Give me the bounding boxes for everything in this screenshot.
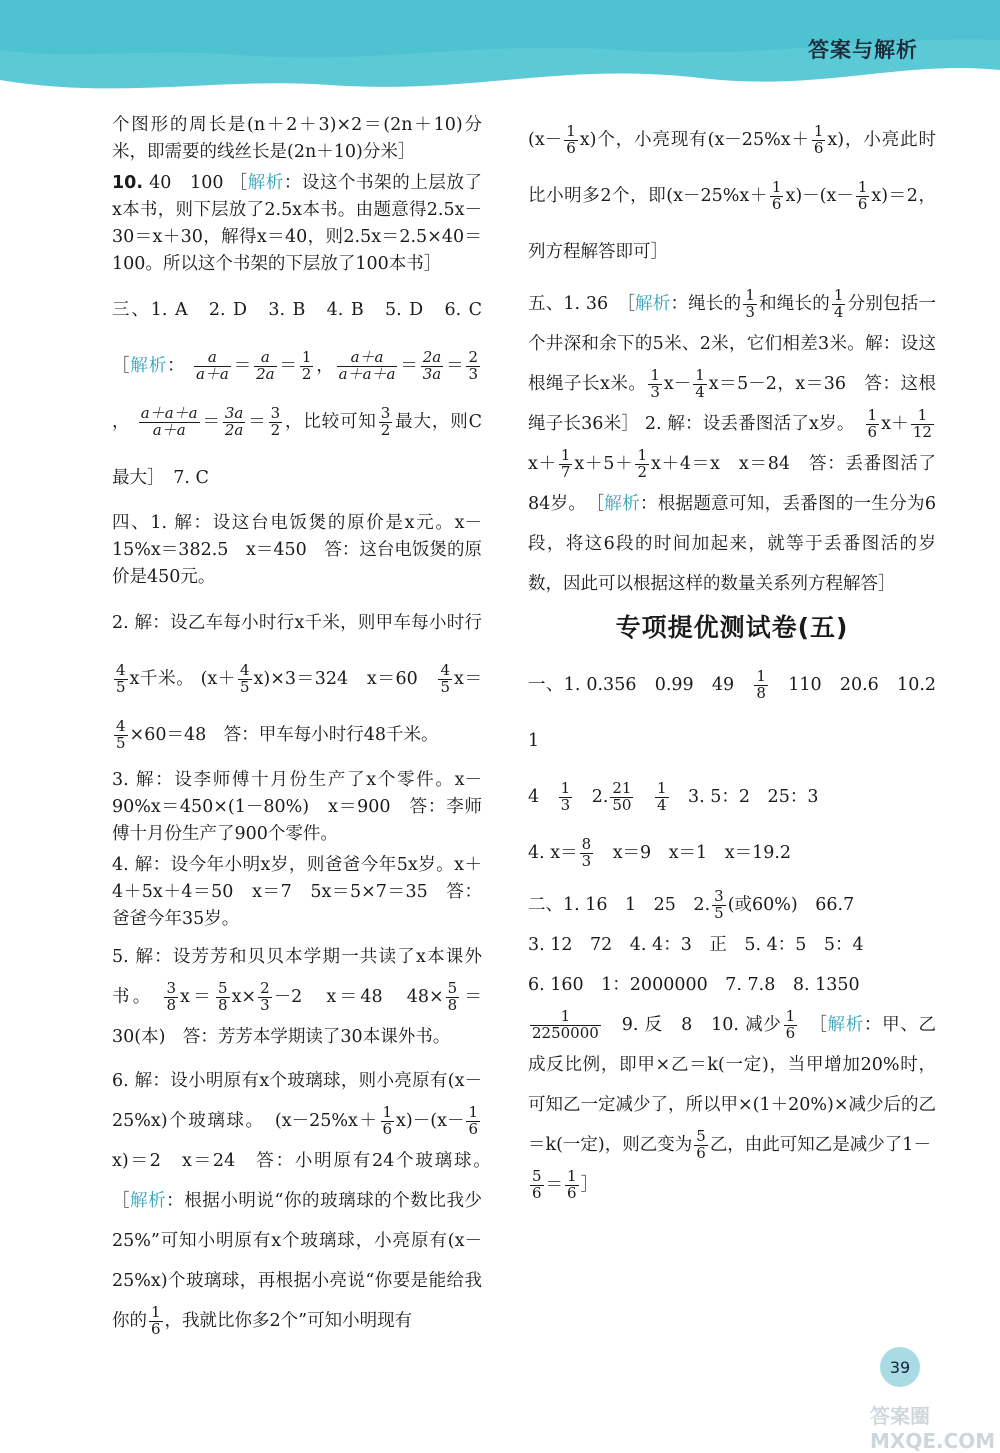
section-4-q3: 3. 解：设李师傅十月份生产了x个零件。x－90%x＝450×(1－80%) x＝900 答：李师傅十月份生产了900个零件。 xyxy=(112,770,482,844)
denominator: 5 xyxy=(440,678,451,696)
fraction xyxy=(770,180,784,213)
denominator: 6 xyxy=(532,1184,542,1202)
denominator: 6 xyxy=(567,1184,577,1202)
fraction xyxy=(258,981,272,1014)
analysis-tag: 解析 xyxy=(130,356,168,376)
fraction xyxy=(754,669,768,702)
numerator: 21 xyxy=(612,779,632,798)
denominator: 2250000 xyxy=(532,1024,599,1042)
fraction xyxy=(379,406,393,439)
numerator: 1 xyxy=(867,406,878,425)
numerator: 1 xyxy=(530,1009,601,1026)
denominator: 5 xyxy=(714,904,724,922)
watermark: 答案圈 MXQE.COM xyxy=(870,1404,996,1453)
numerator: 1 xyxy=(756,667,766,686)
numerator: 3 xyxy=(270,404,281,423)
numerator: 1 xyxy=(833,286,844,305)
fraction xyxy=(911,408,934,441)
numerator: 5 xyxy=(447,979,458,998)
denominator: 8 xyxy=(756,684,766,702)
fraction xyxy=(530,1169,544,1202)
numerator: 1 xyxy=(650,366,660,385)
numerator: 1 xyxy=(813,122,824,141)
numerator: 4 xyxy=(116,661,126,680)
numerator: 1 xyxy=(468,1103,478,1122)
fraction xyxy=(446,981,460,1014)
header-title: 答案与解析 xyxy=(808,38,918,62)
fraction xyxy=(300,350,314,383)
numerator: a xyxy=(254,350,277,367)
denominator: 2 xyxy=(380,421,391,439)
paragraph-perimeter: 个图形的周长是(n＋2＋3)×2＝(2n＋10)分米，即需要的线丝长是(2n＋10)分米］ xyxy=(112,115,482,162)
denominator: 3a xyxy=(422,365,442,383)
numerator: 3 xyxy=(380,404,391,423)
numerator: 1 xyxy=(567,1167,577,1186)
section-title: 专项提优测试卷(五) xyxy=(615,613,849,642)
continued-analysis: (x－ $\frac{1}{6}$ x)个，小亮现有(x－25%x＋ $\frac{1}{6}$ x)，小亮此时比小明多2个，即(x－25%x＋ $\frac{1}{6}$ x)－(x－ $\frac{1}{6}$ x)＝2，列方程解答即可］ xyxy=(528,122,936,262)
analysis-tag: 解析 xyxy=(247,173,284,193)
fraction xyxy=(216,981,230,1014)
numerator: 1 xyxy=(857,178,868,197)
fraction xyxy=(856,180,870,213)
fraction xyxy=(559,781,573,814)
numerator: 1 xyxy=(560,446,571,465)
denominator: 6 xyxy=(566,139,576,157)
section-4-q1: 四、1. 解：设这台电饭煲的原价是x元。x－15%x＝382.5 x＝450 答：这台电饭煲的原价是450元。 xyxy=(112,513,482,587)
fraction xyxy=(114,719,128,752)
numerator: 3 xyxy=(714,887,724,906)
denominator: 12 xyxy=(912,423,932,441)
fraction xyxy=(635,448,649,481)
analysis-tag: 解析 xyxy=(130,1191,167,1211)
denominator: 2 xyxy=(637,463,647,481)
numerator: 1 xyxy=(301,348,312,367)
fraction xyxy=(565,1169,579,1202)
numerator: 1 xyxy=(785,1007,796,1026)
fraction xyxy=(438,663,452,696)
fraction xyxy=(223,406,246,439)
fraction xyxy=(466,1105,480,1138)
analysis-tag: 解析 xyxy=(827,1015,864,1035)
numerator: 3a xyxy=(224,404,244,423)
numerator: 3 xyxy=(166,979,177,998)
numerator: 1 xyxy=(382,1103,393,1122)
fraction xyxy=(784,1009,798,1042)
denominator: 6 xyxy=(785,1024,796,1042)
denominator: 5 xyxy=(116,734,126,752)
fraction xyxy=(114,663,128,696)
numerator: 1 xyxy=(560,779,571,798)
section-4-q5: 5. 解：设芳芳和贝贝本学期一共读了x本课外书。 $\frac{3}{8}$ x＝ $\frac{5}{8}$ x× $\frac{2}{3}$ －2 x＝48 48× $\frac{5}{8}$ ＝30(本) 答：芳芳本学期读了30本课外书。 xyxy=(112,947,483,1047)
numerator: 5 xyxy=(218,979,228,998)
numerator: 1 xyxy=(637,446,647,465)
denominator: 8 xyxy=(218,996,228,1014)
denominator: a＋a＋a xyxy=(338,365,396,383)
denominator: 6 xyxy=(771,195,782,213)
denominator: 4 xyxy=(833,303,844,321)
fraction xyxy=(743,288,757,321)
fraction xyxy=(580,837,594,870)
header-band xyxy=(0,0,1000,110)
numerator: 4 xyxy=(116,717,126,736)
numerator: 5 xyxy=(696,1127,706,1146)
fraction xyxy=(466,350,480,383)
numerator: 2 xyxy=(260,979,270,998)
numerator: 4 xyxy=(440,661,451,680)
denominator: 3 xyxy=(581,852,592,870)
denominator: 4 xyxy=(656,796,667,814)
section-4-q4: 4. 解：设今年小明x岁，则爸爸今年5x岁。x＋4＋5x＋4＝50 x＝7 5x＝5×7＝35 答：爸爸今年35岁。 xyxy=(112,855,482,929)
question-10: 10. 40 100 ［解析：设这个书架的上层放了x本书，则下层放了2.5x本书。由题意得2.5x－30＝x＋30，解得x＝40，则2.5x＝2.5×40＝100。所以这个书架的下层放了100本书］ xyxy=(112,173,483,274)
denominator: 2a xyxy=(224,421,244,439)
fraction xyxy=(421,350,444,383)
page-number: 39 xyxy=(880,1347,920,1387)
fraction xyxy=(381,1105,395,1138)
denominator: 6 xyxy=(813,139,824,157)
fraction xyxy=(648,368,662,401)
numerator: 1 xyxy=(695,366,705,385)
fraction xyxy=(194,350,231,383)
denominator: 2 xyxy=(270,421,281,439)
denominator: 3 xyxy=(650,383,660,401)
fraction xyxy=(712,889,726,922)
denominator: 8 xyxy=(447,996,458,1014)
denominator: 6 xyxy=(696,1144,706,1162)
section-3: 三、1. A 2. D 3. B 4. B 5. D 6. C ［解析： $\frac{a}{a+a}$ ＝ $\frac{a}{2a}$ ＝ $\frac{1}{2}$ ， $\frac{a+a}{a+a+a}$ ＝ $\frac{2a}{3a}$ ＝ $\frac{2}{3}$ ， $\frac{a+a+a}{a+a}$ ＝ $\frac{3a}{2a}$ ＝ $\frac{3}{2}$ ，比较可知 $\frac{3}{2}$ 最大，则C最大］ 7. C xyxy=(112,300,500,488)
fraction xyxy=(149,1305,163,1338)
denominator: 8 xyxy=(166,996,177,1014)
numerator: 1 xyxy=(771,178,782,197)
test-part-2: 二、1. 16 1 25 2. $\frac{3}{5}$ (或60%) 66.7 3. 12 72 4. 4：3 正 5. 4：5 5：4 6. 160 1：2000000 7. 7.8 8. 1350 $\frac{1}{2250000}$ 9. 反 8 10. 减少 $\frac{1}{6}$ ［解析：甲、乙成反比例，即甲×乙＝k(一定)，当甲增加20%时，可知乙一定减少了，所以甲×(1＋20%)×减少后的乙＝k(一定)，则乙变为 $\frac{5}{6}$ 乙，由此可知乙是减少了1－ $\frac{5}{6}$ ＝ $\frac{1}{6}$ ］ xyxy=(528,887,937,1202)
denominator: 2 xyxy=(301,365,312,383)
denominator: 3 xyxy=(260,996,270,1014)
right-column xyxy=(528,112,954,1209)
denominator: 3 xyxy=(745,303,755,321)
fraction xyxy=(139,406,200,439)
numerator: a＋a xyxy=(337,350,398,367)
fraction xyxy=(655,781,669,814)
fraction xyxy=(694,1129,708,1162)
denominator: 6 xyxy=(857,195,868,213)
fraction xyxy=(832,288,846,321)
fraction xyxy=(530,1009,601,1042)
numerator: 2a xyxy=(422,348,442,367)
left-column xyxy=(112,112,500,1345)
fraction xyxy=(269,406,283,439)
numerator: 5 xyxy=(532,1167,542,1186)
denominator: 3 xyxy=(468,365,479,383)
fraction xyxy=(812,124,826,157)
numerator: 1 xyxy=(151,1303,161,1322)
test-part-1: 一、1. 0.356 0.99 49 $\frac{1}{8}$ 110 20.6 10.2 1 4 $\frac{1}{3}$ 2. $\frac{21}{50}$ $\frac{1}{4}$ 3. 5：2 25：3 4. x＝ $\frac{8}{3}$ x＝9 x＝1 x＝19.2 xyxy=(528,667,954,870)
fraction xyxy=(610,781,633,814)
fraction xyxy=(564,124,578,157)
numerator: a xyxy=(194,350,231,367)
numerator: 1 xyxy=(656,779,667,798)
fraction xyxy=(559,448,573,481)
numerator: 4 xyxy=(239,661,250,680)
fraction xyxy=(164,981,178,1014)
fraction xyxy=(254,350,277,383)
numerator: 1 xyxy=(745,286,755,305)
fraction xyxy=(866,408,880,441)
section-4-q2: 2. 解：设乙车每小时行x千米，则甲车每小时行 $\frac{4}{5}$ x千米。 (x＋ $\frac{4}{5}$ x)×3＝324 x＝60 $\frac{4}{5}$ x＝ $\frac{4}{5}$ ×60＝48 答：甲车每小时行48千米。 xyxy=(112,613,482,752)
denominator: 6 xyxy=(151,1320,161,1338)
numerator: 2 xyxy=(468,348,479,367)
denominator: a＋a xyxy=(152,421,186,439)
numerator: 8 xyxy=(581,835,592,854)
denominator: 6 xyxy=(382,1120,393,1138)
fraction xyxy=(693,368,707,401)
denominator: a＋a xyxy=(195,365,229,383)
denominator: 5 xyxy=(116,678,126,696)
denominator: 3 xyxy=(560,796,571,814)
denominator: 6 xyxy=(867,423,878,441)
fraction xyxy=(337,350,398,383)
denominator: 7 xyxy=(560,463,571,481)
denominator: 4 xyxy=(695,383,705,401)
section-5: 五、1. 36 ［解析：绳长的 $\frac{1}{3}$ 和绳长的 $\frac{1}{4}$ 分别包括一个井深和余下的5米、2米，它们相差3米。解：设这根绳子长x米。 $\frac{1}{3}$ x－ $\frac{1}{4}$ x＝5－2，x＝36 答：这根绳子长36米］ 2. 解：设丢番图活了x岁。 $\frac{1}{6}$ x＋ $\frac{1}{12}$ x＋ $\frac{1}{7}$ x＋5＋ $\frac{1}{2}$ x＋4＝x x＝84 答：丢番图活了84岁。 ［解析：根据题意可知，丢番图的一生分为6段，将这6段的时间加起来，就等于丢番图活的岁数，因此可以根据这样的数量关系列方程解答］ xyxy=(528,286,937,594)
denominator: 6 xyxy=(468,1120,478,1138)
numerator: 1 xyxy=(566,122,576,141)
denominator: 50 xyxy=(612,796,632,814)
denominator: 2a xyxy=(256,365,275,383)
section-4-q6: 6. 解：设小明原有x个玻璃球，则小亮原有(x－25%x)个玻璃球。 (x－25%x＋ $\frac{1}{6}$ x)－(x－ $\frac{1}{6}$ x)＝2 x＝24 答：小明原有24个玻璃球。 ［解析：根据小明说“你的玻璃球的个数比我少25%”可知小明原有x个玻璃球，小亮原有(x－25%x)个玻璃球，再根据小亮说“你要是能给我你的 $\frac{1}{6}$ ，我就比你多2个”可知小明现有 xyxy=(112,1071,500,1338)
denominator: 5 xyxy=(239,678,250,696)
analysis-tag: 解析 xyxy=(604,494,640,514)
numerator: 1 xyxy=(911,408,934,425)
numerator: a＋a＋a xyxy=(140,404,198,423)
fraction xyxy=(238,663,252,696)
analysis-tag: 解析 xyxy=(635,294,671,314)
